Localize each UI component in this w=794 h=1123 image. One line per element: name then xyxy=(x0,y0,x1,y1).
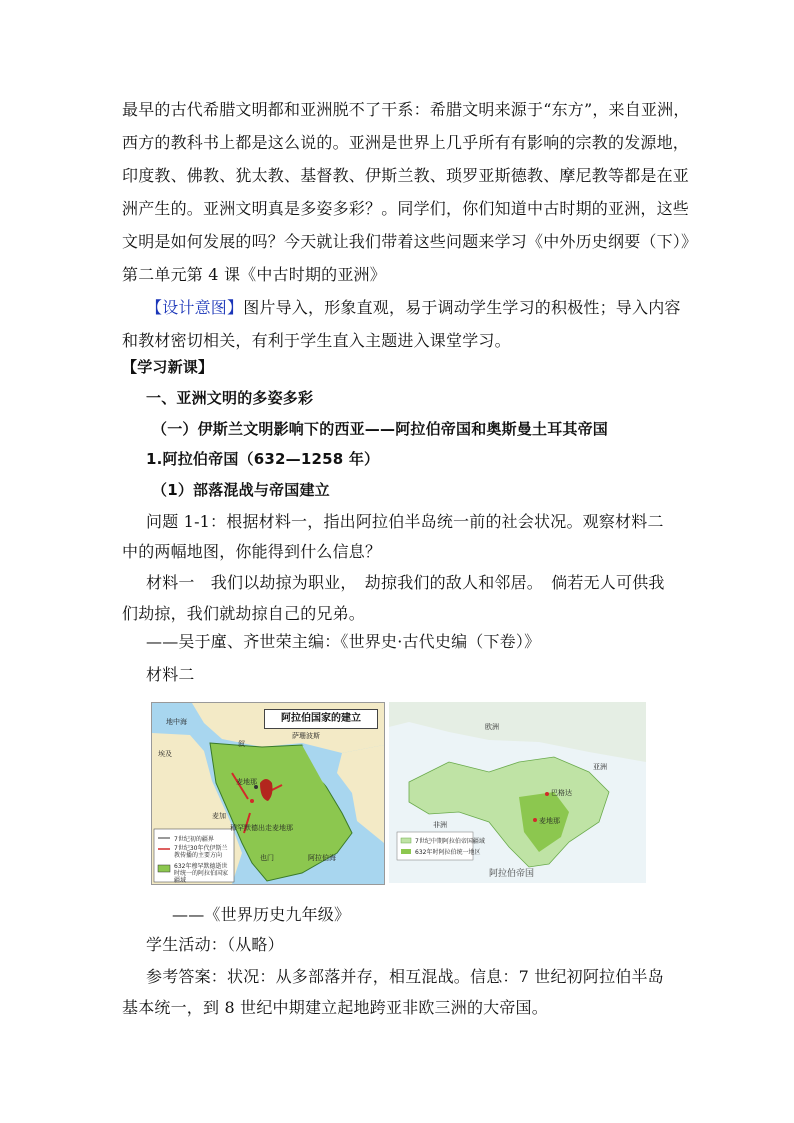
map-1-label-mecca: 麦加 xyxy=(212,812,226,820)
map-2-label-africa: 非洲 xyxy=(433,821,447,829)
question-line-2: 中的两幅地图，你能得到什么信息？ xyxy=(122,542,382,561)
map-2-label-asia: 亚洲 xyxy=(593,763,607,771)
map-1-label-mediterranean: 地中海 xyxy=(166,718,187,726)
map-2-caption: 阿拉伯帝国 xyxy=(489,869,535,879)
map-2-label-baghdad: 巴格达 xyxy=(551,789,572,797)
map-2-legend-2: 632年时阿拉伯统一地区 xyxy=(415,849,481,856)
intro-line-3: 印度教、佛教、犹太教、基督教、伊斯兰教、琐罗亚斯德教、摩尼教等都是在亚 xyxy=(122,166,690,185)
map-1-legend-3: 632年穆罕默德逝世时统一的阿拉伯国家疆域 xyxy=(174,863,229,884)
item-1-heading: 1.阿拉伯帝国（632—1258 年） xyxy=(146,450,380,468)
material-1-line-1: 材料一 我们以劫掠为职业， 劫掠我们的敌人和邻居。 倘若无人可供我 xyxy=(146,573,665,592)
new-lesson-heading: 【学习新课】 xyxy=(122,358,214,376)
material-2-label: 材料二 xyxy=(146,665,195,684)
map-1-label-syria: 叙 xyxy=(238,740,245,748)
map-2-label-medina: 麦地那 xyxy=(539,817,560,825)
material-2-source: ——《世界历史九年级》 xyxy=(172,905,351,924)
intro-line-1: 最早的古代希腊文明都和亚洲脱不了干系：希腊文明来源于“东方”，来自亚洲， xyxy=(122,100,690,119)
material-1-line-2: 们劫掠，我们就劫掠自己的兄弟。 xyxy=(122,604,366,623)
material-1-source: ——吴于廑、齐世荣主编：《世界史·古代史编（下卷）》 xyxy=(146,632,541,651)
map-2-legend-1: 7世纪中期阿拉伯帝国疆域 xyxy=(415,838,485,845)
answer-line-2: 基本统一，到 8 世纪中期建立起地跨亚非欧三洲的大帝国。 xyxy=(122,998,548,1017)
design-intent-label: 【设计意图】 xyxy=(146,298,244,317)
subsection-1-heading: （一）伊斯兰文明影响下的西亚——阿拉伯帝国和奥斯曼土耳其帝国 xyxy=(152,420,609,438)
design-intent-line-2: 和教材密切相关，有利于学生直入主题进入课堂学习。 xyxy=(122,331,511,350)
map-1-label-arabian-sea: 阿拉伯海 xyxy=(308,854,336,862)
map-1-label-sasanian: 萨珊波斯 xyxy=(292,732,320,740)
intro-line-5: 文明是如何发展的吗？今天就让我们带着这些问题来学习《中外历史纲要（下）》 xyxy=(122,232,698,251)
map-1-legend-1: 7世纪初的疆界 xyxy=(174,836,214,843)
design-intent-text: 图片导入，形象直观，易于调动学生学习的积极性；导入内容 xyxy=(243,298,681,317)
answer-line-1: 参考答案：状况：从多部落并存，相互混战。信息：7 世纪初阿拉伯半岛 xyxy=(146,967,664,986)
map-1-label-route: 穆罕默德出走麦地那 xyxy=(230,824,293,832)
design-intent-line-1 xyxy=(146,298,681,318)
intro-line-4: 洲产生的。亚洲文明真是多姿多彩？。同学们，你们知道中古时期的亚洲，这些 xyxy=(122,199,690,218)
map-2-label-europe: 欧洲 xyxy=(485,723,499,731)
question-line-1: 问题 1-1：根据材料一，指出阿拉伯半岛统一前的社会状况。观察材料二 xyxy=(146,512,664,531)
section-1-heading: 一、亚洲文明的多姿多彩 xyxy=(146,389,314,407)
map-1-legend-2: 7世纪30年代伊斯兰教传播的主要方向 xyxy=(174,845,228,859)
map-1-label-yemen: 也门 xyxy=(260,854,274,862)
item-1-1-heading: （1）部落混战与帝国建立 xyxy=(152,481,330,499)
intro-line-6: 第二单元第 4 课《中古时期的亚洲》 xyxy=(122,265,386,284)
map-1-title: 阿拉伯国家的建立 xyxy=(264,709,378,729)
student-activity: 学生活动：（从略） xyxy=(146,935,284,954)
intro-line-2: 西方的教科书上都是这么说的。亚洲是世界上几乎所有有影响的宗教的发源地， xyxy=(122,133,690,152)
arab-empire-map xyxy=(389,702,646,883)
map-1-label-egypt: 埃及 xyxy=(158,750,172,758)
arabia-founding-map xyxy=(151,702,385,885)
map-1-label-medina: 麦地那 xyxy=(236,778,257,786)
